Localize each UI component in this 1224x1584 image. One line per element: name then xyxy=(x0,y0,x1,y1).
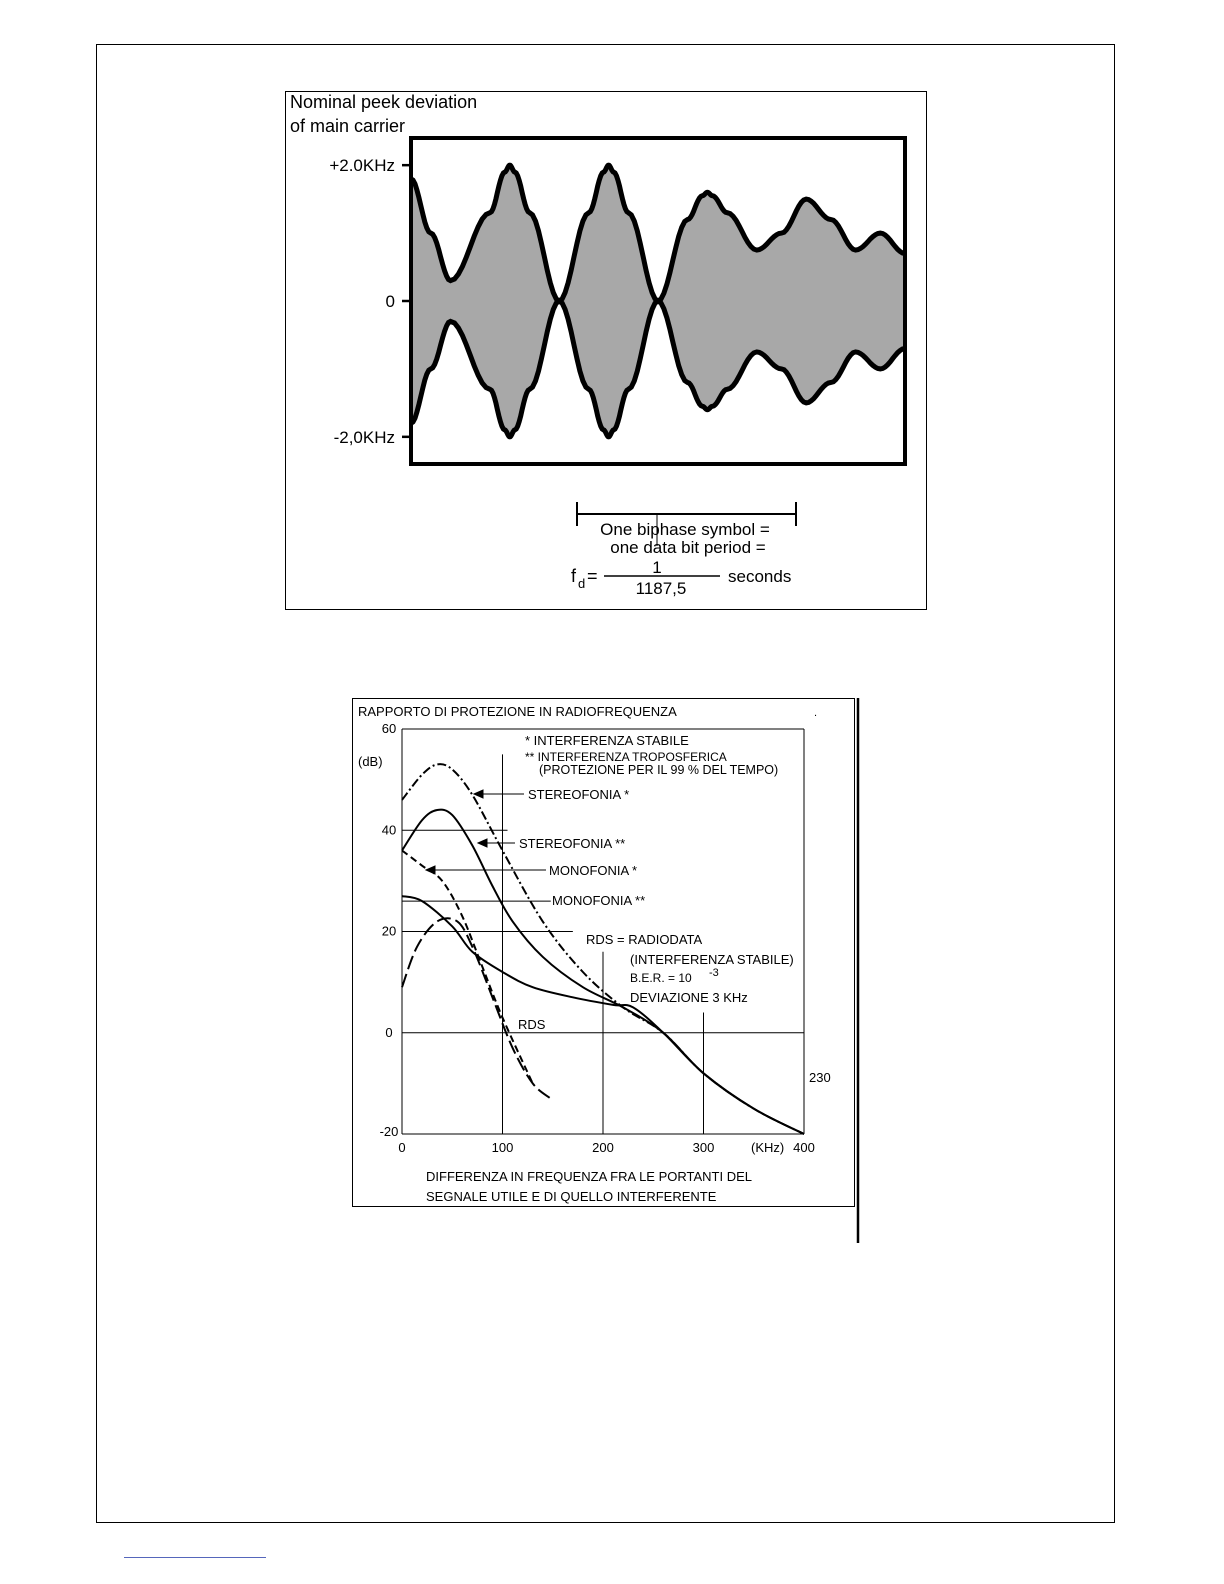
y-unit-label: (dB) xyxy=(358,754,383,769)
label-rds-definition: RDS = RADIODATA xyxy=(586,932,703,947)
fraction-numerator: 1 xyxy=(652,558,662,577)
chart-title: RAPPORTO DI PROTEZIONE IN RADIOFREQUENZA xyxy=(358,704,677,719)
footnote-rule xyxy=(124,1557,266,1558)
x-unit-label: (KHz) xyxy=(751,1140,785,1155)
fd-label: f xyxy=(571,566,577,586)
legend-line3: (PROTEZIONE PER IL 99 % DEL TEMPO) xyxy=(539,763,779,777)
fraction-denominator: 1187,5 xyxy=(635,579,687,598)
y-tick-label: -20 xyxy=(379,1124,399,1139)
fd-equals: = xyxy=(587,566,598,586)
x-tick-label: 100 xyxy=(491,1140,514,1155)
symbol-text-line1: One biphase symbol = xyxy=(600,520,770,539)
protection-ratio-chart xyxy=(352,698,860,1243)
protection-ratio-figure xyxy=(352,698,860,1243)
y-tick-label: -2,0KHz xyxy=(333,427,395,447)
symbol-text-line2: one data bit period = xyxy=(610,538,766,557)
label-stereofonia-2star: STEREOFONIA ** xyxy=(519,836,626,851)
y-tick-label: 20 xyxy=(381,923,397,939)
y-tick-label: 60 xyxy=(381,721,397,736)
y-tick-label: 0 xyxy=(385,1024,393,1040)
chart-title-line2: of main carrier xyxy=(290,116,406,136)
x-axis-label-line2: SEGNALE UTILE E DI QUELLO INTERFERENTE xyxy=(426,1189,717,1204)
label-ber-exponent: -3 xyxy=(709,967,719,979)
y-tick-label: 0 xyxy=(385,292,395,311)
label-deviation: DEVIAZIONE 3 KHz xyxy=(630,990,748,1005)
fd-subscript: d xyxy=(578,576,586,591)
chart-title-line1: Nominal peek deviation xyxy=(290,92,478,112)
rds-deviation-chart xyxy=(285,91,927,610)
stray-dot: . xyxy=(814,707,818,719)
label-monofonia-2star: MONOFONIA ** xyxy=(552,893,646,908)
x-tick-label: 400 xyxy=(793,1140,815,1155)
label-stereofonia-star: STEREOFONIA * xyxy=(528,787,630,802)
x-tick-label: 200 xyxy=(592,1140,614,1155)
x-axis-label-line1: DIFFERENZA IN FREQUENZA FRA LE PORTANTI DEL xyxy=(426,1169,753,1184)
y-tick-label: +2.0KHz xyxy=(329,156,395,176)
legend-line1: * INTERFERENZA STABILE xyxy=(525,733,689,748)
label-rds-interference: (INTERFERENZA STABILE) xyxy=(630,952,794,967)
x-tick-label: 300 xyxy=(692,1140,715,1155)
seconds-label: seconds xyxy=(728,567,792,586)
side-value: 230 xyxy=(809,1070,831,1085)
legend-line2: ** INTERFERENZA TROPOSFERICA xyxy=(525,750,727,764)
label-rds-curve: RDS xyxy=(518,1017,546,1032)
rds-deviation-figure xyxy=(285,91,927,610)
label-ber: B.E.R. = 10 xyxy=(630,971,692,985)
y-tick-label: 40 xyxy=(381,822,397,838)
x-tick-label: 0 xyxy=(398,1140,406,1155)
label-monofonia-star: MONOFONIA * xyxy=(549,863,638,878)
